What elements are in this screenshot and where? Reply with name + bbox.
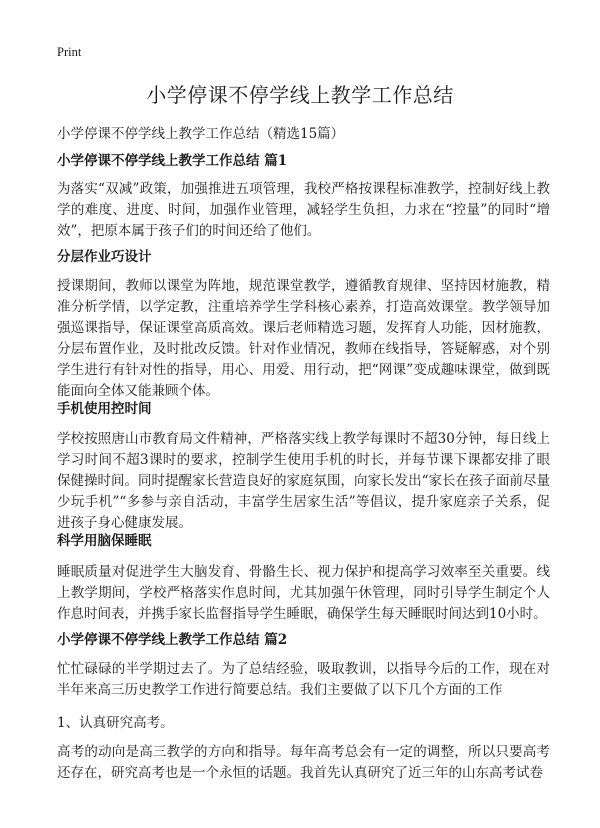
- print-link[interactable]: Print: [57, 45, 82, 59]
- paragraph-1: 为落实“双减”政策，加强推进五项管理，我校严格按课程标准教学，控制好线上教学的难度、进度、时间，加强作业管理，减轻学生负担，力求在“控量”的同时“增效”，把原本属于孩子们的时间还给了他们。: [57, 181, 550, 239]
- document-subtitle: 小学停课不停学线上教学工作总结（精选15篇）: [57, 126, 345, 142]
- paragraph-2: 授课期间，教师以课堂为阵地，规范课堂教学，遵循教育规律、坚持因材施教，精准分析学情，以学定教，注重培养学生学科核心素养，打造高效课堂。教学领导加强巡课指导，保证课堂高质高效。课后老师精选习题，发挥育人功能，因材施教，分层布置作业，及时批改反馈。针对作业情况，教师在线指导，答疑解惑，对个别学生进行有针对性的指导，用心、用爱、用行动，把“网课”变成趣味课堂，做到既能面向全体又能兼顾个体。: [57, 278, 550, 399]
- paragraph-4: 睡眠质量对促进学生大脑发育、骨骼生长、视力保护和提高学习效率至关重要。线上教学期间，学校严格落实作息时间，尤其加强午休管理，同时引导学生制定个人作息时间表，并携手家长监督指导学生睡眠，确保学生每天睡眠时间达到10小时。: [57, 564, 550, 622]
- paragraph-5: 忙忙碌碌的半学期过去了。为了总结经验，吸取教训，以指导今后的工作，现在对半年来高三历史教学工作进行简要总结。我们主要做了以下几个方面的工作: [57, 661, 550, 698]
- section-heading-4: 科学用脑保睡眠: [57, 533, 152, 549]
- section-heading-3: 手机使用控时间: [57, 401, 152, 417]
- paragraph-7: 高考的动向是高三教学的方向和指导。每年高考总会有一定的调整，所以只要高考还存在，研究高考也是一个永恒的话题。我首先认真研究了近三年的山东高考试卷: [57, 744, 550, 781]
- section-heading-1: 小学停课不停学线上教学工作总结 篇1: [57, 153, 288, 169]
- paragraph-6: 1、认真研究高考。: [57, 715, 174, 731]
- section-heading-2: 分层作业巧设计: [57, 249, 152, 265]
- page-title: 小学停课不停学线上教学工作总结: [146, 83, 454, 107]
- paragraph-3: 学校按照唐山市教育局文件精神，严格落实线上教学每课时不超30分钟，每日线上学习时间不超3课时的要求，控制学生使用手机的时长，并每节课下课都安排了眼保健操时间。同时提醒家长营造良好的家庭氛围，向家长发出“家长在孩子面前尽量少玩手机”“多参与亲自活动，丰富学生居家生活”等倡议，提升家庭亲子关系，促进孩子身心健康发展。: [57, 431, 550, 531]
- section-heading-5: 小学停课不停学线上教学工作总结 篇2: [57, 632, 288, 648]
